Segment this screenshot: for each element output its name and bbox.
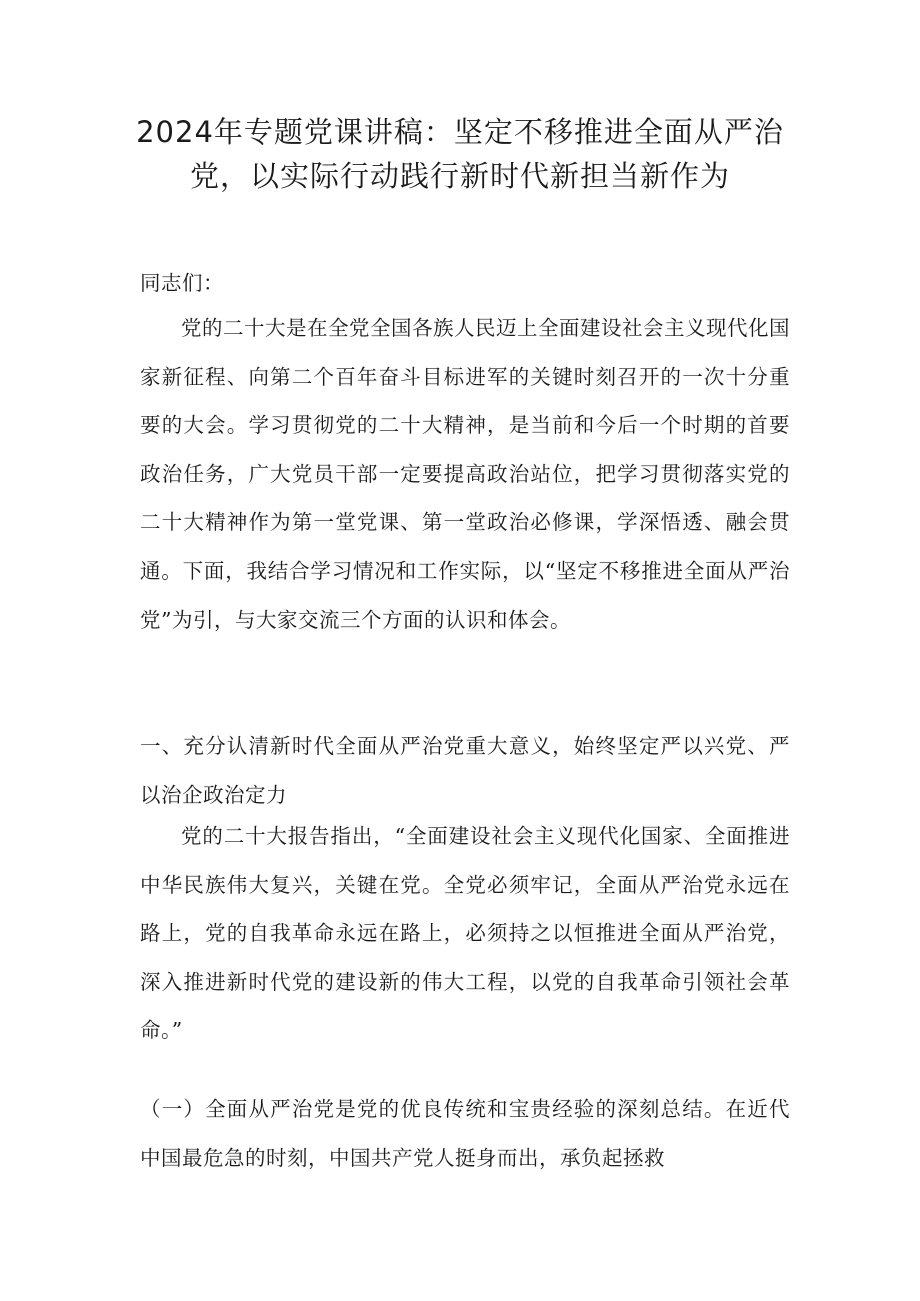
- paragraph-quote: 党的二十大报告指出，“全面建设社会主义现代化国家、全面推进中华民族伟大复兴，关键在党。全党必须牢记，全面从严治党永远在路上，党的自我革命永远在路上，必须持之以恒推进全面从严治党，深入推进新时代党的建设新的伟大工程，以党的自我革命引领社会革命。”: [140, 824, 790, 1043]
- document-title: 2024年专题党课讲稿：坚定不移推进全面从严治党，以实际行动践行新时代新担当新作为: [136, 115, 784, 193]
- salutation: 同志们：: [140, 271, 224, 295]
- paragraph-intro: 党的二十大是在全党全国各族人民迈上全面建设社会主义现代化国家新征程、向第二个百年奋斗目标进军的关键时刻召开的一次十分重要的大会。学习贯彻党的二十大精神，是当前和今后一个时期的首要政治任务，广大党员干部一定要提高政治站位，把学习贯彻落实党的二十大精神作为第一堂党课、第一堂政治必修课，学深悟透、融会贯通。下面，我结合学习情况和工作实际，以“坚定不移推进全面从严治党”为引，与大家交流三个方面的认识和体会。: [140, 316, 790, 632]
- section-heading-1: 一、充分认清新时代全面从严治党重大意义，始终坚定严以兴党、严以治企政治定力: [140, 734, 790, 807]
- paragraph-subsection-1: （一）全面从严治党是党的优良传统和宝贵经验的深刻总结。在近代中国最危急的时刻，中国共产党人挺身而出，承负起拯救: [140, 1097, 790, 1170]
